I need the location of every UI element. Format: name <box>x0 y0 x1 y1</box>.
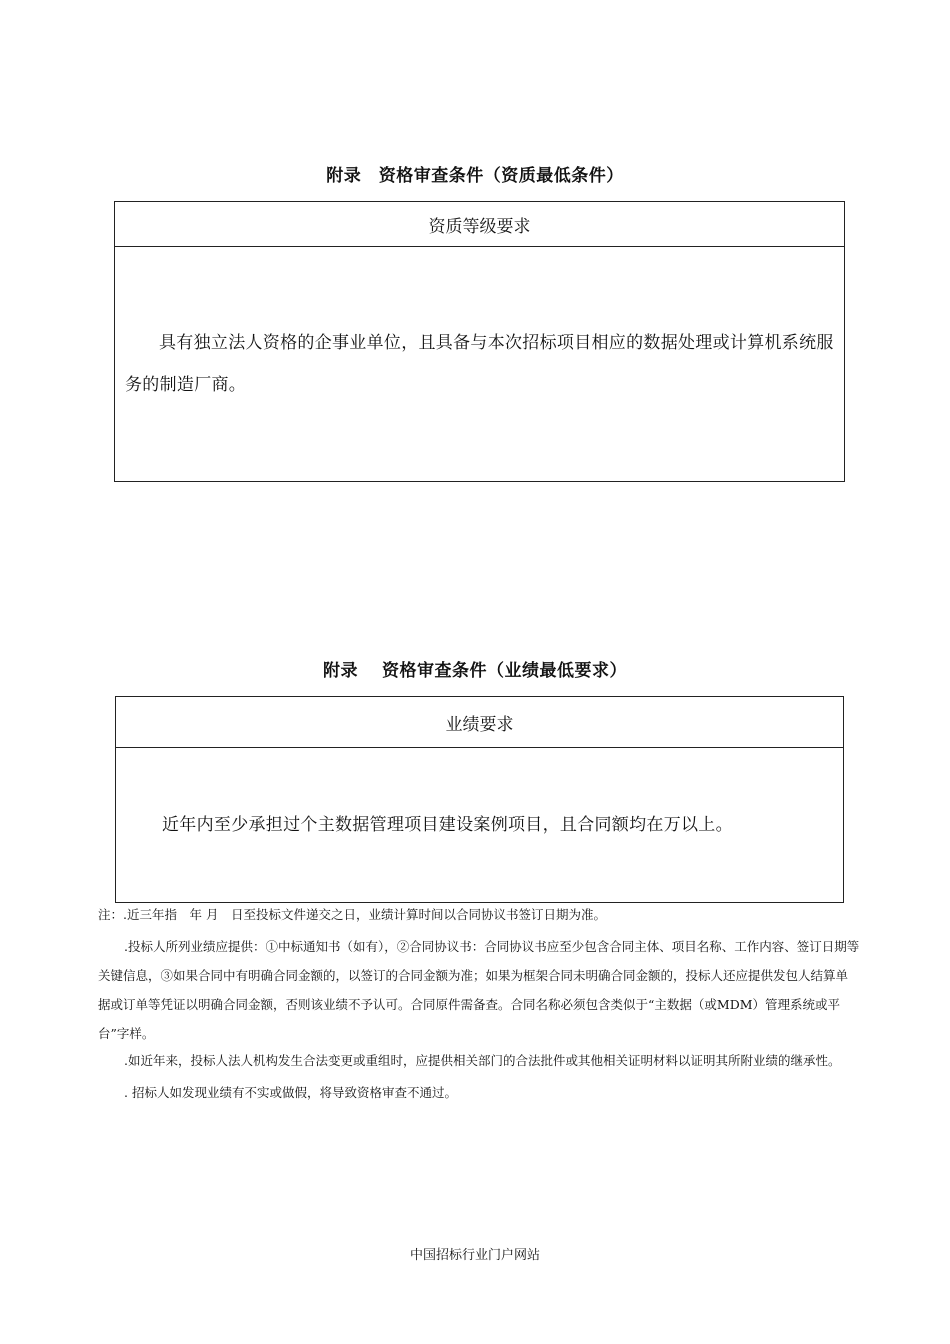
qualification-requirement-text: 具有独立法人资格的企事业单位，且具备与本次招标项目相应的数据处理或计算机系统服务的制造厂商。 <box>125 333 834 395</box>
page-footer: 中国招标行业门户网站 <box>409 1248 540 1263</box>
note-4: . 招标人如发现业绩有不实或做假，将导致资格审查不通过。 <box>124 1085 457 1100</box>
section2-heading: 附录 资格审查条件（业绩最低要求） <box>323 661 627 681</box>
performance-table-body <box>116 748 843 902</box>
qualification-table <box>114 201 845 482</box>
note-2: .投标人所列业绩应提供：①中标通知书（如有），②合同协议书：合同协议书应至少包含合同主体、项目名称、工作内容、签订日期等关键信息，③如果合同中有明确合同金额的，以签订的合同金额为准；如果为框架合同未明确合同金额的，投标人还应提供发包人结算单据或订单等凭证以明确合同金额，否则该业绩不予认可。合同原件需备查。合同名称必须包含类似于“主数据（或MDM）管理系统或平台”字样。 <box>98 939 860 1041</box>
note-1: 注：.近三年指 年 月 日至投标文件递交之日，业绩计算时间以合同协议书签订日期为准。 <box>98 907 606 922</box>
performance-table-header: 业绩要求 <box>116 697 843 748</box>
section1-heading: 附录 资格审查条件（资质最低条件） <box>326 166 624 186</box>
qualification-table-header: 资质等级要求 <box>115 202 844 247</box>
performance-requirement-text: 近年内至少承担过个主数据管理项目建设案例项目，且合同额均在万以上。 <box>162 815 733 835</box>
notes-block <box>98 901 860 1103</box>
qualification-table-body <box>115 247 844 481</box>
note-3: .如近年来，投标人法人机构发生合法变更或重组时，应提供相关部门的合法批件或其他相关证明材料以证明其所附业绩的继承性。 <box>124 1053 841 1068</box>
performance-table <box>115 696 844 903</box>
